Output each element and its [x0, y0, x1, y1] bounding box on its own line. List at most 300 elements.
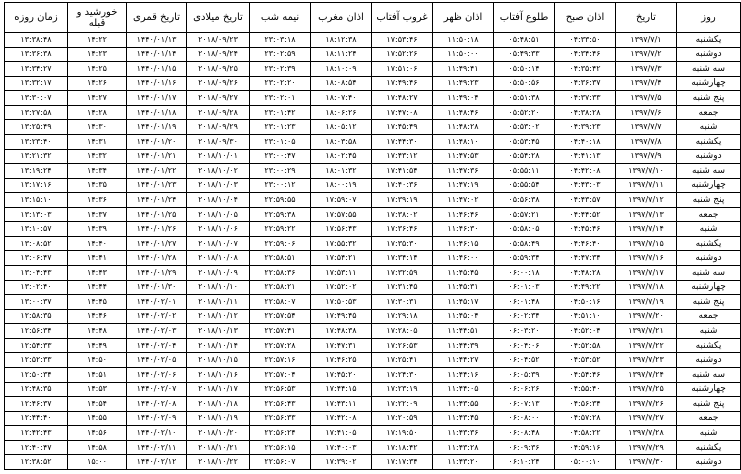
cell-date: ۱۳۹۷/۷/۲۷	[616, 411, 677, 426]
prayer-times-sheet	[4, 2, 726, 470]
cell-gregorian-date: ۲۰۱۸/۱۰/۱۵	[187, 353, 250, 368]
cell-dhuhr-azan: ۱۱:۴۷:۵۳	[433, 149, 494, 164]
cell-sun-qibla-time: ۱۴:۵۰	[68, 353, 127, 368]
cell-date: ۱۳۹۷/۷/۸	[616, 134, 677, 149]
cell-day: پنج شنبه	[677, 295, 741, 310]
cell-maghrib-azan: ۱۷:۴۴:۱۵	[311, 382, 372, 397]
cell-gregorian-date: ۲۰۱۸/۱۰/۱۴	[187, 338, 250, 353]
cell-sunset: ۱۷:۵۲:۲۶	[372, 47, 433, 62]
cell-date: ۱۳۹۷/۷/۴	[616, 76, 677, 91]
cell-hijri-date: ۱۴۴۰/۰۱/۲۶	[127, 222, 187, 237]
cell-sunrise: ۰۵:۵۰:۵۶	[494, 76, 555, 91]
cell-sun-qibla-time: ۱۴:۲۶	[68, 76, 127, 91]
table-row	[5, 266, 741, 281]
cell-fasting-duration: ۱۳:۲۳:۴۰	[5, 134, 68, 149]
cell-gregorian-date: ۲۰۱۸/۱۰/۱۰	[187, 280, 250, 295]
cell-midnight: ۲۲:۵۶:۳۳	[250, 411, 311, 426]
cell-hijri-date: ۱۴۴۰/۰۱/۱۹	[127, 120, 187, 135]
cell-sunset: ۱۷:۴۱:۵۴	[372, 164, 433, 179]
cell-midnight: ۲۲:۵۶:۲۴	[250, 426, 311, 441]
cell-day: چهارشنبه	[677, 76, 741, 91]
column-header-gregorian-date: تاریخ میلادی	[187, 3, 250, 33]
cell-fajr-azan: ۰۴:۵۶:۳۴	[555, 397, 616, 412]
cell-dhuhr-azan: ۱۱:۵۰:۰۰	[433, 47, 494, 62]
cell-fasting-duration: ۱۲:۵۶:۳۴	[5, 324, 68, 339]
column-header-dhuhr-azan: اذان ظهر	[433, 3, 494, 33]
table-row	[5, 251, 741, 266]
cell-date: ۱۳۹۷/۷/۷	[616, 120, 677, 135]
cell-gregorian-date: ۲۰۱۸/۰۹/۲۷	[187, 91, 250, 106]
cell-gregorian-date: ۲۰۱۸/۱۰/۰۹	[187, 266, 250, 281]
cell-sunrise: ۰۵:۵۶:۳۸	[494, 193, 555, 208]
cell-hijri-date: ۱۴۴۰/۰۱/۲۷	[127, 236, 187, 251]
cell-sunrise: ۰۵:۵۲:۲۰	[494, 105, 555, 120]
cell-fasting-duration: ۱۳:۲۷:۵۸	[5, 105, 68, 120]
cell-fasting-duration: ۱۳:۳۰:۰۷	[5, 91, 68, 106]
cell-hijri-date: ۱۴۴۰/۰۲/۰۲	[127, 309, 187, 324]
cell-gregorian-date: ۲۰۱۸/۱۰/۰۸	[187, 251, 250, 266]
cell-gregorian-date: ۲۰۱۸/۱۰/۲۲	[187, 455, 250, 470]
table-row	[5, 411, 741, 426]
cell-sun-qibla-time: ۱۴:۵۶	[68, 426, 127, 441]
cell-sun-qibla-time: ۱۴:۳۹	[68, 222, 127, 237]
cell-hijri-date: ۱۴۴۰/۰۲/۰۳	[127, 324, 187, 339]
cell-sunset: ۱۷:۵۱:۰۶	[372, 62, 433, 77]
cell-maghrib-azan: ۱۷:۵۶:۴۳	[311, 222, 372, 237]
cell-fajr-azan: ۰۴:۴۸:۲۸	[555, 266, 616, 281]
cell-sun-qibla-time: ۱۴:۵۸	[68, 440, 127, 455]
cell-maghrib-azan: ۱۷:۵۲:۰۲	[311, 280, 372, 295]
cell-gregorian-date: ۲۰۱۸/۱۰/۲۱	[187, 440, 250, 455]
cell-sunset: ۱۷:۴۷:۰۸	[372, 105, 433, 120]
cell-fajr-azan: ۰۴:۳۹:۲۳	[555, 120, 616, 135]
cell-day: چهارشنبه	[677, 382, 741, 397]
cell-dhuhr-azan: ۱۱:۴۶:۴۶	[433, 207, 494, 222]
cell-midnight: ۲۲:۵۸:۲۱	[250, 280, 311, 295]
cell-sunset: ۱۷:۴۹:۴۶	[372, 76, 433, 91]
cell-maghrib-azan: ۱۸:۰۳:۵۸	[311, 134, 372, 149]
table-row	[5, 382, 741, 397]
cell-midnight: ۲۲:۵۸:۳۶	[250, 266, 311, 281]
cell-fasting-duration: ۱۳:۱۰:۵۷	[5, 222, 68, 237]
cell-dhuhr-azan: ۱۱:۴۴:۰۵	[433, 382, 494, 397]
cell-maghrib-azan: ۱۷:۴۵:۲۰	[311, 367, 372, 382]
cell-hijri-date: ۱۴۴۰/۰۲/۰۹	[127, 411, 187, 426]
cell-fasting-duration: ۱۲:۴۰:۴۷	[5, 440, 68, 455]
cell-sunrise: ۰۶:۰۸:۴۸	[494, 426, 555, 441]
cell-fasting-duration: ۱۲:۳۸:۵۲	[5, 455, 68, 470]
cell-fajr-azan: ۰۴:۵۴:۴۶	[555, 367, 616, 382]
table-body	[5, 33, 741, 470]
cell-date: ۱۳۹۷/۷/۳	[616, 62, 677, 77]
cell-fasting-duration: ۱۳:۱۵:۱۰	[5, 193, 68, 208]
cell-fajr-azan: ۰۴:۳۵:۴۲	[555, 62, 616, 77]
cell-hijri-date: ۱۴۴۰/۰۲/۰۶	[127, 367, 187, 382]
cell-midnight: ۲۲:۵۷:۱۶	[250, 353, 311, 368]
cell-sun-qibla-time: ۱۴:۲۲	[68, 33, 127, 48]
cell-fasting-duration: ۱۳:۲۱:۳۲	[5, 149, 68, 164]
cell-hijri-date: ۱۴۴۰/۰۱/۲۳	[127, 178, 187, 193]
cell-sun-qibla-time: ۱۴:۵۳	[68, 382, 127, 397]
column-header-midnight: نیمه شب	[250, 3, 311, 33]
cell-sunrise: ۰۵:۵۱:۳۸	[494, 91, 555, 106]
column-header-day: روز	[677, 3, 741, 33]
cell-midnight: ۲۲:۵۶:۰۷	[250, 455, 311, 470]
cell-sunrise: ۰۶:۰۴:۰۶	[494, 338, 555, 353]
cell-dhuhr-azan: ۱۱:۵۰:۱۸	[433, 33, 494, 48]
cell-midnight: ۲۲:۵۷:۲۸	[250, 338, 311, 353]
cell-fasting-duration: ۱۳:۳۲:۱۷	[5, 76, 68, 91]
cell-fajr-azan: ۰۴:۳۳:۵۰	[555, 33, 616, 48]
cell-sunset: ۱۷:۱۹:۵۰	[372, 426, 433, 441]
cell-sun-qibla-time: ۱۴:۴۵	[68, 295, 127, 310]
cell-sunset: ۱۷:۲۰:۵۹	[372, 411, 433, 426]
cell-gregorian-date: ۲۰۱۸/۱۰/۰۵	[187, 207, 250, 222]
cell-gregorian-date: ۲۰۱۸/۰۹/۲۹	[187, 120, 250, 135]
cell-midnight: ۲۲:۵۹:۰۶	[250, 236, 311, 251]
cell-maghrib-azan: ۱۸:۱۱:۲۴	[311, 47, 372, 62]
cell-fasting-duration: ۱۲:۴۸:۳۵	[5, 382, 68, 397]
table-row	[5, 455, 741, 470]
cell-maghrib-azan: ۱۸:۱۰:۰۹	[311, 62, 372, 77]
cell-fasting-duration: ۱۳:۳۸:۴۸	[5, 33, 68, 48]
cell-day: دوشنبه	[677, 251, 741, 266]
column-header-date: تاریخ	[616, 3, 677, 33]
cell-day: پنج شنبه	[677, 91, 741, 106]
table-row	[5, 164, 741, 179]
table-row	[5, 91, 741, 106]
cell-hijri-date: ۱۴۴۰/۰۱/۳۰	[127, 280, 187, 295]
cell-maghrib-azan: ۱۸:۰۱:۳۲	[311, 164, 372, 179]
cell-gregorian-date: ۲۰۱۸/۰۹/۲۵	[187, 62, 250, 77]
cell-sunrise: ۰۵:۵۵:۵۴	[494, 178, 555, 193]
cell-midnight: ۲۲:۵۶:۱۵	[250, 440, 311, 455]
cell-gregorian-date: ۲۰۱۸/۱۰/۲۰	[187, 426, 250, 441]
table-row	[5, 280, 741, 295]
cell-sunset: ۱۷:۴۳:۱۲	[372, 149, 433, 164]
cell-sunset: ۱۷:۵۳:۴۶	[372, 33, 433, 48]
cell-sun-qibla-time: ۱۵:۰۰	[68, 455, 127, 470]
cell-sunrise: ۰۵:۵۳:۰۲	[494, 120, 555, 135]
column-header-hijri-date: تاریخ قمری	[127, 3, 187, 33]
cell-dhuhr-azan: ۱۱:۴۴:۱۶	[433, 367, 494, 382]
cell-date: ۱۳۹۷/۷/۲۱	[616, 324, 677, 339]
cell-dhuhr-azan: ۱۱:۴۹:۰۴	[433, 91, 494, 106]
cell-day: شنبه	[677, 120, 741, 135]
cell-fajr-azan: ۰۴:۳۴:۴۶	[555, 47, 616, 62]
cell-fajr-azan: ۰۵:۰۰:۱۰	[555, 455, 616, 470]
cell-hijri-date: ۱۴۴۰/۰۲/۰۷	[127, 382, 187, 397]
cell-date: ۱۳۹۷/۷/۲۳	[616, 353, 677, 368]
cell-fasting-duration: ۱۳:۱۹:۲۴	[5, 164, 68, 179]
cell-maghrib-azan: ۱۸:۰۰:۱۹	[311, 178, 372, 193]
cell-sun-qibla-time: ۱۴:۳۰	[68, 120, 127, 135]
cell-fajr-azan: ۰۴:۴۳:۰۳	[555, 178, 616, 193]
table-row	[5, 47, 741, 62]
cell-sun-qibla-time: ۱۴:۴۶	[68, 309, 127, 324]
cell-gregorian-date: ۲۰۱۸/۱۰/۰۷	[187, 236, 250, 251]
cell-dhuhr-azan: ۱۱:۴۳:۴۵	[433, 411, 494, 426]
cell-day: شنبه	[677, 426, 741, 441]
cell-sun-qibla-time: ۱۴:۴۸	[68, 324, 127, 339]
cell-dhuhr-azan: ۱۱:۴۵:۱۷	[433, 295, 494, 310]
cell-fajr-azan: ۰۴:۵۲:۵۸	[555, 338, 616, 353]
cell-sun-qibla-time: ۱۴:۵۴	[68, 397, 127, 412]
cell-day: یکشنبه	[677, 236, 741, 251]
cell-sunrise: ۰۵:۴۸:۵۱	[494, 33, 555, 48]
cell-sunset: ۱۷:۳۴:۱۴	[372, 251, 433, 266]
cell-sunset: ۱۷:۴۸:۲۷	[372, 91, 433, 106]
cell-day: سه شنبه	[677, 367, 741, 382]
cell-fajr-azan: ۰۴:۴۲:۰۸	[555, 164, 616, 179]
cell-gregorian-date: ۲۰۱۸/۱۰/۱۷	[187, 382, 250, 397]
cell-hijri-date: ۱۴۴۰/۰۲/۰۱	[127, 295, 187, 310]
cell-dhuhr-azan: ۱۱:۴۵:۴۵	[433, 266, 494, 281]
cell-dhuhr-azan: ۱۱:۴۳:۳۶	[433, 426, 494, 441]
cell-midnight: ۲۲:۵۸:۵۱	[250, 251, 311, 266]
cell-fajr-azan: ۰۴:۵۸:۲۲	[555, 426, 616, 441]
cell-day: جمعه	[677, 105, 741, 120]
cell-fajr-azan: ۰۴:۴۴:۵۲	[555, 207, 616, 222]
cell-gregorian-date: ۲۰۱۸/۰۹/۲۳	[187, 33, 250, 48]
cell-maghrib-azan: ۱۸:۰۸:۵۴	[311, 76, 372, 91]
cell-day: چهارشنبه	[677, 280, 741, 295]
cell-gregorian-date: ۲۰۱۸/۱۰/۱۲	[187, 309, 250, 324]
cell-day: یکشنبه	[677, 134, 741, 149]
cell-day: جمعه	[677, 411, 741, 426]
cell-dhuhr-azan: ۱۱:۴۳:۲۰	[433, 455, 494, 470]
cell-sunrise: ۰۶:۰۹:۳۶	[494, 440, 555, 455]
cell-date: ۱۳۹۷/۷/۱۰	[616, 164, 677, 179]
cell-sunset: ۱۷:۳۸:۰۲	[372, 207, 433, 222]
cell-dhuhr-azan: ۱۱:۴۳:۵۵	[433, 397, 494, 412]
cell-dhuhr-azan: ۱۱:۴۴:۲۷	[433, 353, 494, 368]
cell-dhuhr-azan: ۱۱:۴۷:۱۹	[433, 178, 494, 193]
cell-sun-qibla-time: ۱۴:۲۳	[68, 47, 127, 62]
cell-maghrib-azan: ۱۷:۴۶:۲۵	[311, 353, 372, 368]
cell-sunrise: ۰۶:۰۸:۰۰	[494, 411, 555, 426]
cell-sun-qibla-time: ۱۴:۴۰	[68, 236, 127, 251]
cell-date: ۱۳۹۷/۷/۱۳	[616, 207, 677, 222]
cell-sunset: ۱۷:۲۴:۳۰	[372, 367, 433, 382]
cell-fasting-duration: ۱۳:۱۷:۱۶	[5, 178, 68, 193]
cell-day: دوشنبه	[677, 455, 741, 470]
cell-midnight: ۲۲:۵۹:۵۵	[250, 193, 311, 208]
cell-day: دوشنبه	[677, 47, 741, 62]
cell-dhuhr-azan: ۱۱:۴۹:۴۱	[433, 62, 494, 77]
cell-sunset: ۱۷:۳۵:۳۰	[372, 236, 433, 251]
cell-fasting-duration: ۱۳:۰۸:۵۲	[5, 236, 68, 251]
cell-sunset: ۱۷:۳۹:۱۹	[372, 193, 433, 208]
cell-date: ۱۳۹۷/۷/۳۰	[616, 455, 677, 470]
cell-fajr-azan: ۰۴:۵۵:۴۰	[555, 382, 616, 397]
cell-sunrise: ۰۵:۵۵:۱۱	[494, 164, 555, 179]
cell-maghrib-azan: ۱۷:۵۴:۲۱	[311, 251, 372, 266]
cell-sunrise: ۰۶:۰۲:۳۴	[494, 309, 555, 324]
cell-date: ۱۳۹۷/۷/۱۹	[616, 295, 677, 310]
cell-date: ۱۳۹۷/۷/۲۵	[616, 382, 677, 397]
cell-day: سه شنبه	[677, 266, 741, 281]
cell-sun-qibla-time: ۱۴:۴۴	[68, 280, 127, 295]
cell-maghrib-azan: ۱۷:۳۹:۰۲	[311, 455, 372, 470]
cell-sunrise: ۰۵:۵۰:۱۴	[494, 62, 555, 77]
cell-fasting-duration: ۱۳:۳۴:۲۷	[5, 62, 68, 77]
cell-date: ۱۳۹۷/۷/۲۲	[616, 338, 677, 353]
cell-fasting-duration: ۱۳:۰۶:۴۷	[5, 251, 68, 266]
table-row	[5, 338, 741, 353]
cell-sun-qibla-time: ۱۴:۳۲	[68, 149, 127, 164]
cell-hijri-date: ۱۴۴۰/۰۱/۱۸	[127, 105, 187, 120]
cell-midnight: ۲۳:۰۳:۱۸	[250, 33, 311, 48]
cell-date: ۱۳۹۷/۷/۹	[616, 149, 677, 164]
cell-midnight: ۲۲:۵۷:۰۴	[250, 367, 311, 382]
cell-sun-qibla-time: ۱۴:۳۶	[68, 193, 127, 208]
cell-maghrib-azan: ۱۷:۵۵:۳۲	[311, 236, 372, 251]
cell-sunrise: ۰۶:۰۰:۱۸	[494, 266, 555, 281]
cell-date: ۱۳۹۷/۷/۲۰	[616, 309, 677, 324]
cell-fasting-duration: ۱۳:۱۳:۰۳	[5, 207, 68, 222]
table-row	[5, 76, 741, 91]
cell-dhuhr-azan: ۱۱:۴۹:۲۳	[433, 76, 494, 91]
cell-maghrib-azan: ۱۷:۵۷:۵۵	[311, 207, 372, 222]
cell-dhuhr-azan: ۱۱:۴۶:۰۰	[433, 251, 494, 266]
cell-sunset: ۱۷:۲۵:۴۱	[372, 353, 433, 368]
cell-sunset: ۱۷:۱۷:۳۴	[372, 455, 433, 470]
cell-date: ۱۳۹۷/۷/۲۶	[616, 397, 677, 412]
cell-sun-qibla-time: ۱۴:۴۹	[68, 338, 127, 353]
table-row	[5, 149, 741, 164]
cell-sunrise: ۰۶:۰۳:۲۰	[494, 324, 555, 339]
cell-fajr-azan: ۰۴:۵۰:۱۶	[555, 295, 616, 310]
cell-fajr-azan: ۰۴:۵۹:۱۶	[555, 440, 616, 455]
cell-midnight: ۲۳:۰۱:۴۲	[250, 105, 311, 120]
cell-sunrise: ۰۶:۰۱:۴۸	[494, 295, 555, 310]
cell-sun-qibla-time: ۱۴:۲۷	[68, 91, 127, 106]
cell-gregorian-date: ۲۰۱۸/۱۰/۱۸	[187, 397, 250, 412]
table-row	[5, 120, 741, 135]
cell-hijri-date: ۱۴۴۰/۰۱/۱۷	[127, 91, 187, 106]
column-header-sun-qibla-time: خورشید و قبله	[68, 3, 127, 33]
cell-day: جمعه	[677, 309, 741, 324]
cell-sunrise: ۰۵:۵۳:۴۵	[494, 134, 555, 149]
table-row	[5, 222, 741, 237]
cell-dhuhr-azan: ۱۱:۴۷:۳۶	[433, 164, 494, 179]
cell-maghrib-azan: ۱۷:۴۳:۱۱	[311, 397, 372, 412]
cell-gregorian-date: ۲۰۱۸/۱۰/۱۳	[187, 324, 250, 339]
cell-hijri-date: ۱۴۴۰/۰۲/۱۱	[127, 440, 187, 455]
cell-dhuhr-azan: ۱۱:۴۴:۳۹	[433, 338, 494, 353]
cell-hijri-date: ۱۴۴۰/۰۱/۲۹	[127, 266, 187, 281]
cell-fasting-duration: ۱۲:۵۲:۳۳	[5, 353, 68, 368]
cell-dhuhr-azan: ۱۱:۴۶:۱۵	[433, 236, 494, 251]
cell-fasting-duration: ۱۳:۳۶:۳۸	[5, 47, 68, 62]
cell-day: شنبه	[677, 222, 741, 237]
cell-gregorian-date: ۲۰۱۸/۱۰/۰۱	[187, 149, 250, 164]
cell-date: ۱۳۹۷/۷/۱۵	[616, 236, 677, 251]
cell-sun-qibla-time: ۱۴:۳۴	[68, 164, 127, 179]
cell-sunset: ۱۷:۴۵:۴۹	[372, 120, 433, 135]
cell-sun-qibla-time: ۱۴:۵۵	[68, 411, 127, 426]
header-row	[5, 3, 741, 33]
cell-hijri-date: ۱۴۴۰/۰۱/۲۲	[127, 164, 187, 179]
cell-day: شنبه	[677, 324, 741, 339]
cell-date: ۱۳۹۷/۷/۱۴	[616, 222, 677, 237]
table-row	[5, 236, 741, 251]
cell-sunrise: ۰۵:۵۹:۳۴	[494, 251, 555, 266]
table-row	[5, 105, 741, 120]
cell-hijri-date: ۱۴۴۰/۰۱/۲۱	[127, 149, 187, 164]
cell-dhuhr-azan: ۱۱:۴۵:۳۱	[433, 280, 494, 295]
cell-fajr-azan: ۰۴:۴۹:۲۲	[555, 280, 616, 295]
cell-maghrib-azan: ۱۷:۵۰:۵۳	[311, 295, 372, 310]
cell-sunset: ۱۷:۳۰:۳۱	[372, 295, 433, 310]
cell-fajr-azan: ۰۴:۵۷:۲۸	[555, 411, 616, 426]
cell-fajr-azan: ۰۴:۵۱:۱۰	[555, 309, 616, 324]
cell-midnight: ۲۳:۰۲:۰۱	[250, 91, 311, 106]
cell-midnight: ۲۳:۰۱:۰۵	[250, 134, 311, 149]
cell-sunrise: ۰۶:۰۶:۲۶	[494, 382, 555, 397]
cell-fajr-azan: ۰۴:۴۷:۳۴	[555, 251, 616, 266]
cell-date: ۱۳۹۷/۷/۱۱	[616, 178, 677, 193]
cell-hijri-date: ۱۴۴۰/۰۱/۲۴	[127, 193, 187, 208]
cell-sunrise: ۰۶:۰۴:۵۲	[494, 353, 555, 368]
cell-sun-qibla-time: ۱۴:۳۷	[68, 207, 127, 222]
cell-dhuhr-azan: ۱۱:۴۴:۵۱	[433, 324, 494, 339]
cell-dhuhr-azan: ۱۱:۴۸:۴۶	[433, 105, 494, 120]
cell-date: ۱۳۹۷/۷/۲۸	[616, 426, 677, 441]
cell-date: ۱۳۹۷/۷/۵	[616, 91, 677, 106]
cell-fasting-duration: ۱۲:۵۰:۳۴	[5, 367, 68, 382]
cell-fajr-azan: ۰۴:۴۱:۱۳	[555, 149, 616, 164]
cell-sun-qibla-time: ۱۴:۴۳	[68, 266, 127, 281]
cell-midnight: ۲۳:۰۲:۳۹	[250, 62, 311, 77]
cell-sunrise: ۰۶:۱۰:۲۴	[494, 455, 555, 470]
cell-sun-qibla-time: ۱۴:۴۱	[68, 251, 127, 266]
cell-dhuhr-azan: ۱۱:۴۸:۱۰	[433, 134, 494, 149]
cell-fasting-duration: ۱۲:۴۲:۴۳	[5, 426, 68, 441]
cell-fasting-duration: ۱۲:۴۶:۳۷	[5, 397, 68, 412]
cell-sunrise: ۰۵:۵۸:۰۵	[494, 222, 555, 237]
cell-hijri-date: ۱۴۴۰/۰۲/۱۰	[127, 426, 187, 441]
cell-maghrib-azan: ۱۷:۴۹:۴۵	[311, 309, 372, 324]
cell-gregorian-date: ۲۰۱۸/۱۰/۰۶	[187, 222, 250, 237]
column-header-fajr-azan: اذان صبح	[555, 3, 616, 33]
cell-gregorian-date: ۲۰۱۸/۱۰/۰۲	[187, 164, 250, 179]
cell-midnight: ۲۳:۰۲:۲۰	[250, 76, 311, 91]
cell-date: ۱۳۹۷/۷/۲	[616, 47, 677, 62]
cell-maghrib-azan: ۱۷:۴۲:۰۸	[311, 411, 372, 426]
cell-sunset: ۱۷:۳۶:۴۶	[372, 222, 433, 237]
table-row	[5, 367, 741, 382]
cell-fajr-azan: ۰۴:۴۳:۵۷	[555, 193, 616, 208]
table-row	[5, 324, 741, 339]
cell-fajr-azan: ۰۴:۳۷:۳۳	[555, 91, 616, 106]
cell-sunrise: ۰۵:۴۹:۳۳	[494, 47, 555, 62]
cell-day: پنج شنبه	[677, 397, 741, 412]
cell-maghrib-azan: ۱۸:۰۷:۴۰	[311, 91, 372, 106]
cell-gregorian-date: ۲۰۱۸/۰۹/۲۶	[187, 76, 250, 91]
cell-date: ۱۳۹۷/۷/۶	[616, 105, 677, 120]
cell-hijri-date: ۱۴۴۰/۰۱/۱۶	[127, 76, 187, 91]
cell-maghrib-azan: ۱۷:۴۷:۳۱	[311, 338, 372, 353]
cell-hijri-date: ۱۴۴۰/۰۱/۱۵	[127, 62, 187, 77]
cell-sunset: ۱۷:۴۴:۳۰	[372, 134, 433, 149]
cell-maghrib-azan: ۱۷:۵۳:۱۱	[311, 266, 372, 281]
cell-sunset: ۱۷:۱۸:۴۲	[372, 440, 433, 455]
cell-fajr-azan: ۰۴:۳۶:۳۷	[555, 76, 616, 91]
table-row	[5, 309, 741, 324]
cell-hijri-date: ۱۴۴۰/۰۲/۱۲	[127, 455, 187, 470]
